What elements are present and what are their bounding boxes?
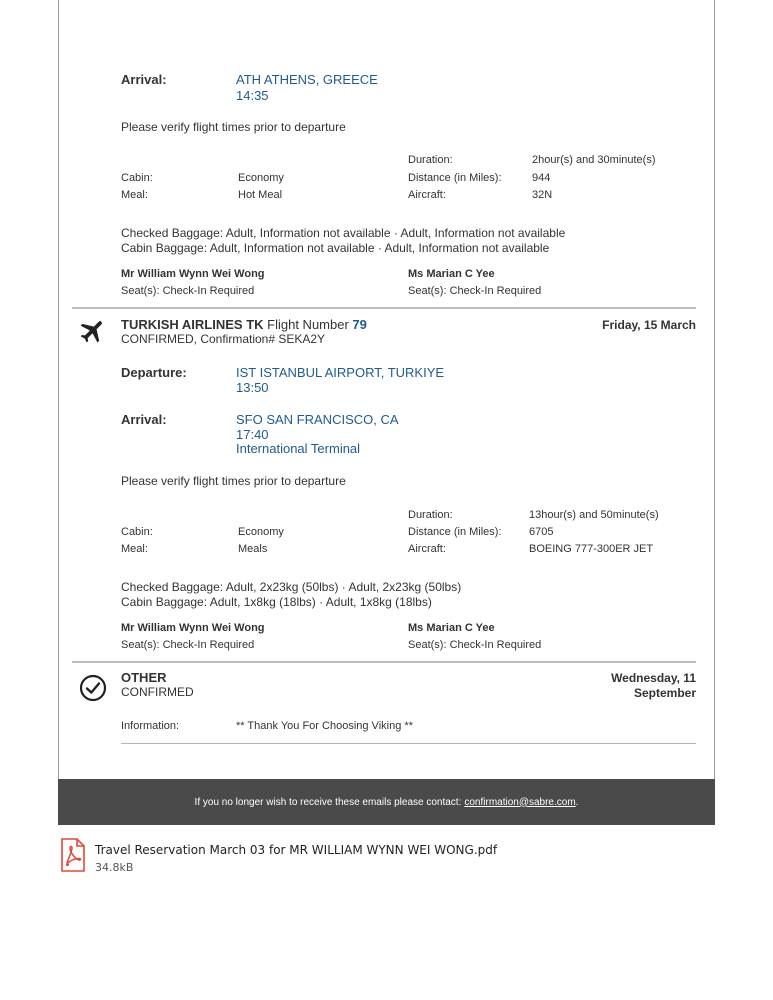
- aircraft-value: BOEING 777-300ER JET: [529, 543, 654, 555]
- aircraft-label: Aircraft:: [408, 189, 446, 201]
- pdf-file-icon[interactable]: [60, 838, 86, 872]
- segment-divider: [72, 661, 696, 663]
- meal-label: Meal:: [121, 543, 148, 555]
- duration-label: Duration:: [408, 509, 453, 521]
- distance-value: 6705: [529, 526, 554, 538]
- attachment-filename[interactable]: Travel Reservation March 03 for MR WILLIAM WYNN WEI WONG.pdf: [95, 843, 498, 857]
- departure-place: IST ISTANBUL AIRPORT, TURKIYE: [236, 365, 445, 380]
- section-divider: [121, 743, 696, 744]
- airline-name: TURKISH AIRLINES TK: [121, 317, 264, 332]
- other-date-line2: September: [633, 686, 696, 700]
- passenger-name: Mr William Wynn Wei Wong: [121, 622, 265, 634]
- check-circle-icon: [79, 674, 107, 702]
- duration-value: 2hour(s) and 30minute(s): [532, 154, 656, 166]
- flight-header: [121, 317, 367, 332]
- cabin-label: Cabin:: [121, 526, 153, 538]
- flight-status: CONFIRMED, Confirmation# SEKA2Y: [121, 332, 326, 346]
- passenger-name: Ms Marian C Yee: [408, 622, 495, 634]
- passenger-name: Mr William Wynn Wei Wong: [121, 268, 265, 280]
- duration-value: 13hour(s) and 50minute(s): [529, 509, 659, 521]
- cabin-baggage: Cabin Baggage: Adult, Information not available · Adult, Information not available: [121, 241, 550, 255]
- cabin-value: Economy: [238, 172, 284, 184]
- distance-value: 944: [532, 172, 551, 184]
- cabin-baggage: Cabin Baggage: Adult, 1x8kg (18lbs) · Adult, 1x8kg (18lbs): [121, 595, 432, 609]
- arrival-place: SFO SAN FRANCISCO, CA: [236, 412, 399, 427]
- other-title: OTHER: [121, 670, 167, 685]
- email-footer: [58, 779, 715, 825]
- aircraft-value: 32N: [532, 189, 553, 201]
- arrival-time: 14:35: [236, 88, 269, 103]
- meal-value: Meals: [238, 543, 268, 555]
- arrival-time: 17:40: [236, 427, 269, 442]
- flight-number: 79: [352, 317, 367, 332]
- passenger-name: Ms Marian C Yee: [408, 268, 495, 280]
- checked-baggage: Checked Baggage: Adult, 2x23kg (50lbs) · Adult, 2x23kg (50lbs): [121, 580, 462, 594]
- segment-divider: [72, 307, 696, 309]
- attachment-size: 34.8kB: [95, 861, 134, 874]
- checked-baggage: Checked Baggage: Adult, Information not available · Adult, Information not available: [121, 226, 566, 240]
- meal-label: Meal:: [121, 189, 148, 201]
- footer-trailing: .: [575, 796, 579, 808]
- passenger-seat: Seat(s): Check-In Required: [121, 639, 255, 651]
- aircraft-label: Aircraft:: [408, 543, 446, 555]
- cabin-value: Economy: [238, 526, 284, 538]
- cabin-label: Cabin:: [121, 172, 153, 184]
- airplane-icon: [78, 316, 108, 346]
- flight-number-label: Flight Number: [267, 317, 349, 332]
- verify-note: Please verify flight times prior to departure: [121, 120, 346, 134]
- other-status: CONFIRMED: [121, 685, 194, 699]
- arrival-label: Arrival:: [121, 412, 167, 427]
- duration-label: Duration:: [408, 154, 453, 166]
- passenger-seat: Seat(s): Check-In Required: [408, 285, 542, 297]
- departure-label: Departure:: [121, 365, 187, 380]
- footer-text: If you no longer wish to receive these emails please contact:: [194, 796, 462, 808]
- flight-date: Friday, 15 March: [602, 318, 696, 332]
- meal-value: Hot Meal: [238, 189, 283, 201]
- info-value: ** Thank You For Choosing Viking **: [236, 720, 413, 732]
- distance-label: Distance (in Miles):: [408, 526, 502, 538]
- passenger-seat: Seat(s): Check-In Required: [121, 285, 255, 297]
- other-date-line1: Wednesday, 11: [611, 671, 696, 685]
- arrival-label: Arrival:: [121, 72, 167, 87]
- departure-time: 13:50: [236, 380, 269, 395]
- footer-email-link[interactable]: confirmation@sabre.com: [464, 796, 576, 808]
- verify-note: Please verify flight times prior to departure: [121, 474, 346, 488]
- arrival-terminal: International Terminal: [236, 441, 361, 456]
- arrival-place: ATH ATHENS, GREECE: [236, 72, 378, 87]
- passenger-seat: Seat(s): Check-In Required: [408, 639, 542, 651]
- distance-label: Distance (in Miles):: [408, 172, 502, 184]
- info-label: Information:: [121, 720, 180, 732]
